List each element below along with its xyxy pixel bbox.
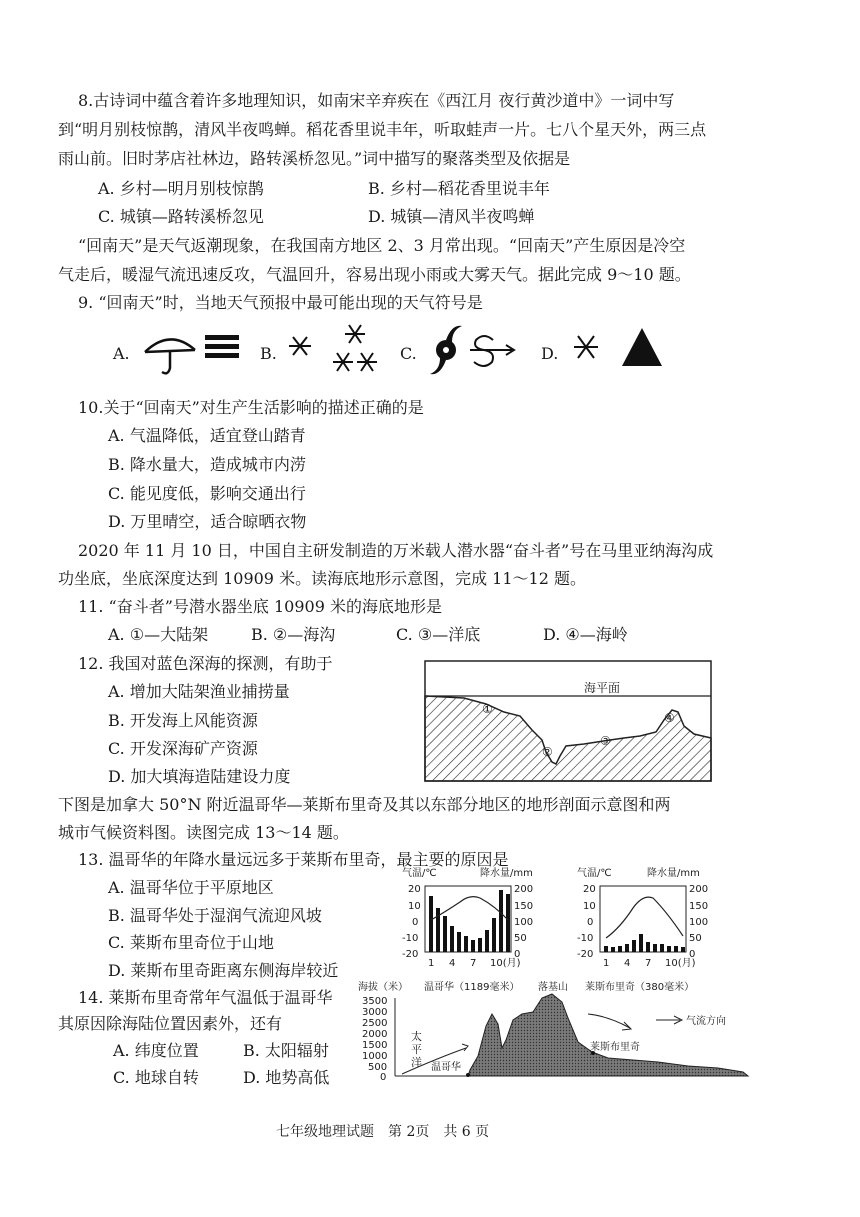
tick-month: 10(月) <box>665 958 696 969</box>
lethbridge-label: 莱斯布里奇 <box>590 1042 640 1053</box>
tick-left: 20 <box>583 884 596 895</box>
tick-right: 50 <box>514 933 527 944</box>
pacific-ocean-label: 平 <box>411 1043 422 1056</box>
light-snow-icon <box>289 337 311 355</box>
tick-left: -10 <box>402 933 419 944</box>
q13-stem: 13. 温哥华的年降水量远远多于莱斯布里奇，最主要的原因是 <box>78 850 509 869</box>
q10-option-b: B. 降水量大，造成城市内涝 <box>108 455 306 474</box>
tick-right: 50 <box>689 933 702 944</box>
q12-option-d: D. 加大填海造陆建设力度 <box>108 767 291 786</box>
q11-stem: 11. “奋斗者”号潜水器坐底 10909 米的海底地形是 <box>78 597 442 616</box>
tick-month: 7 <box>470 958 477 969</box>
tick-left: 10 <box>408 901 421 912</box>
tick-month: 4 <box>449 958 456 969</box>
tick-left: -20 <box>577 949 594 960</box>
q9-option-a-label: A. <box>113 344 130 363</box>
marker-1: ① <box>482 702 493 716</box>
elevation-tick: 3500 <box>362 996 388 1007</box>
seafloor-diagram <box>424 660 712 782</box>
tick-month: 7 <box>645 958 652 969</box>
intro-9-10-line2: 气走后，暖湿气流迅速反攻，气温回升，容易出现小雨或大雾天气。据此完成 9～10 题。 <box>58 265 691 284</box>
q14-option-a: A. 纬度位置 <box>113 1041 199 1060</box>
q12-option-a: A. 增加大陆架渔业捕捞量 <box>108 682 290 701</box>
lethbridge-climate-chart <box>577 866 708 969</box>
q9-option-d-label: D. <box>541 344 559 363</box>
elevation-tick: 1500 <box>362 1040 388 1051</box>
q13-option-c: C. 莱斯布里奇位于山地 <box>108 933 274 952</box>
tick-left: 10 <box>583 901 596 912</box>
q8-stem-line1: 8.古诗词中蕴含着许多地理知识，如南宋辛弃疾在《西江月 夜行黄沙道中》一词中写 <box>78 91 675 110</box>
q11-option-c: C. ③—洋底 <box>396 625 481 644</box>
elevation-tick: 2500 <box>362 1018 388 1029</box>
elevation-tick: 1000 <box>362 1051 388 1062</box>
tick-right: 100 <box>514 917 534 928</box>
elevation-axis-label: 海拔（米） <box>358 982 408 993</box>
q8-option-a: A. 乡村—明月别枝惊鹊 <box>98 179 264 198</box>
tick-right: 0 <box>514 949 521 960</box>
typhoon-icon <box>430 326 462 374</box>
tick-right: 150 <box>689 901 709 912</box>
temp-axis-label: 气温/℃ <box>577 868 612 879</box>
tick-left: 0 <box>587 917 594 928</box>
rain-icon <box>145 339 195 373</box>
page-footer: 七年级地理试题 第 2页 共 6 页 <box>276 1124 490 1140</box>
intro-13-14-line1: 下图是加拿大 50°N 附近温哥华—莱斯布里奇及其以东部分地区的地形剖面示意图和两 <box>58 795 671 814</box>
marker-4: ④ <box>664 711 675 725</box>
q11-option-b: B. ②—海沟 <box>251 625 336 644</box>
temp-axis-label: 气温/℃ <box>402 868 437 879</box>
weather-symbols <box>0 320 860 390</box>
precip-axis-label: 降水量/mm <box>647 868 700 879</box>
q14-option-c: C. 地球自转 <box>113 1068 199 1087</box>
tick-left: -20 <box>402 949 419 960</box>
vancouver-climate-chart <box>402 866 533 969</box>
heavy-snow-icon <box>333 325 377 371</box>
marker-2: ② <box>542 745 553 759</box>
tick-right: 200 <box>514 884 534 895</box>
sandstorm-icon <box>470 336 514 366</box>
q13-option-a: A. 温哥华位于平原地区 <box>108 878 274 897</box>
tick-right: 100 <box>689 917 709 928</box>
vancouver-precip-label: 温哥华（1189毫米） <box>424 982 520 993</box>
q14-stem-line1: 14. 莱斯布里奇常年气温低于温哥华 <box>78 988 333 1007</box>
lethbridge-precip-label: 莱斯布里奇（380毫米） <box>585 982 695 993</box>
tick-left: 20 <box>408 884 421 895</box>
elevation-tick: 500 <box>368 1062 388 1073</box>
q8-stem-line3: 雨山前。旧时茅店社林边，路转溪桥忽见。”词中描写的聚落类型及依据是 <box>58 149 571 168</box>
q12-option-b: B. 开发海上风能资源 <box>108 711 258 730</box>
q10-option-a: A. 气温降低，适宜登山踏青 <box>108 426 306 445</box>
q13-option-b: B. 温哥华处于湿润气流迎风坡 <box>108 906 322 925</box>
q8-option-b: B. 乡村—稻花香里说丰年 <box>368 179 550 198</box>
intro-11-12-line2: 功坐底，坐底深度达到 10909 米。读海底地形示意图，完成 11～12 题。 <box>58 569 586 588</box>
marker-3: ③ <box>600 734 611 748</box>
fog-icon <box>205 335 239 358</box>
vancouver-label: 温哥华 <box>431 1062 461 1073</box>
airflow-direction-label: 气流方向 <box>686 1016 726 1027</box>
q12-stem: 12. 我国对蓝色深海的探测，有助于 <box>78 654 333 673</box>
q10-option-c: C. 能见度低，影响交通出行 <box>108 484 306 503</box>
precip-axis-label: 降水量/mm <box>480 868 533 879</box>
pacific-ocean-label: 洋 <box>411 1056 422 1069</box>
sea-level-label: 海平面 <box>584 681 621 695</box>
q13-option-d: D. 莱斯布里奇距离东侧海岸较近 <box>108 961 339 980</box>
hail-icon <box>622 328 662 366</box>
q8-option-d: D. 城镇—清风半夜鸣蝉 <box>368 207 535 226</box>
q11-option-d: D. ④—海岭 <box>543 625 628 644</box>
tick-right: 200 <box>689 884 709 895</box>
tick-left: 0 <box>412 917 419 928</box>
elevation-tick: 0 <box>380 1072 387 1083</box>
q14-stem-line2: 其原因除海陆位置因素外，还有 <box>58 1014 283 1033</box>
climate-charts <box>400 864 709 974</box>
q11-option-a: A. ①—大陆架 <box>108 625 209 644</box>
intro-11-12-line1: 2020 年 11 月 10 日，中国自主研发制造的万米载人潜水器“奋斗者”号在马里亚纳海沟成 <box>78 541 714 560</box>
rocky-mountains-label: 落基山 <box>538 982 568 993</box>
elevation-tick: 3000 <box>362 1007 388 1018</box>
tick-month: 1 <box>603 958 610 969</box>
q9-stem: 9. “回南天”时，当地天气预报中最可能出现的天气符号是 <box>78 293 483 312</box>
snow-icon <box>574 336 598 358</box>
q8-stem-line2: 到“明月别枝惊鹊，清风半夜鸣蝉。稻花香里说丰年，听取蛙声一片。七八个星天外，两三点 <box>58 120 707 139</box>
q8-option-c: C. 城镇—路转溪桥忽见 <box>98 207 264 226</box>
q10-option-d: D. 万里晴空，适合晾晒衣物 <box>108 512 307 531</box>
intro-9-10-line1: “回南天”是天气返潮现象，在我国南方地区 2、3 月常出现。“回南天”产生原因是冷空 <box>78 236 686 255</box>
tick-month: 4 <box>624 958 631 969</box>
tick-month: 10(月) <box>490 958 521 969</box>
tick-month: 1 <box>428 958 435 969</box>
q12-option-c: C. 开发深海矿产资源 <box>108 739 258 758</box>
intro-13-14-line2: 城市气候资料图。读图完成 13～14 题。 <box>58 823 349 842</box>
q9-option-b-label: B. <box>260 344 277 363</box>
q10-stem: 10.关于“回南天”对生产生活影响的描述正确的是 <box>78 398 424 417</box>
terrain-profile <box>358 978 758 1083</box>
pacific-ocean-label: 太 <box>411 1030 422 1043</box>
tick-right: 150 <box>514 901 534 912</box>
tick-left: -10 <box>577 933 594 944</box>
q14-option-d: D. 地势高低 <box>243 1068 330 1087</box>
q9-option-c-label: C. <box>400 344 417 363</box>
elevation-tick: 2000 <box>362 1029 388 1040</box>
tick-right: 0 <box>689 949 696 960</box>
q14-option-b: B. 太阳辐射 <box>243 1041 329 1060</box>
